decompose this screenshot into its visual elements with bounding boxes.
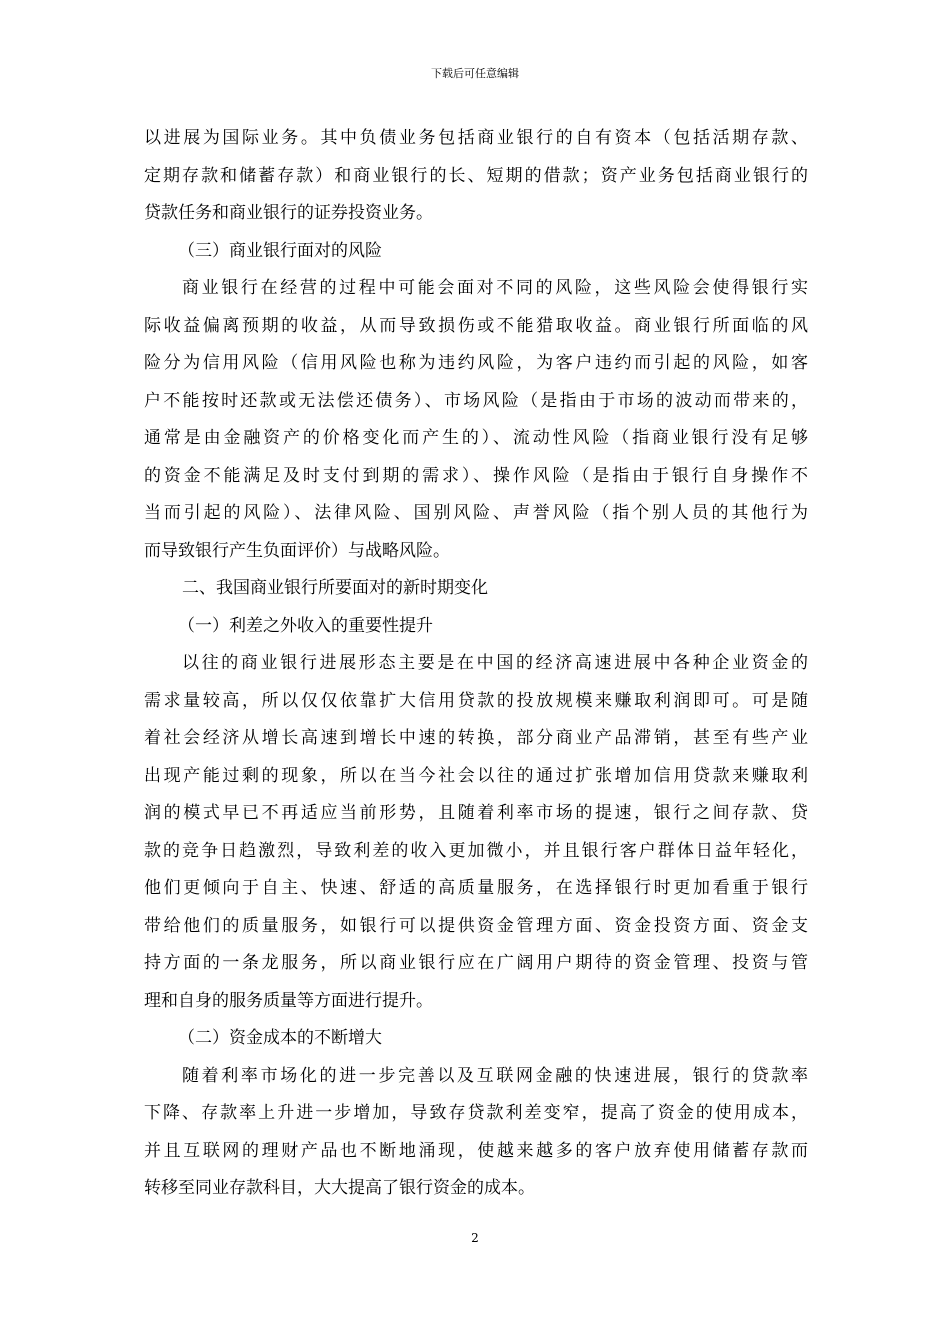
body-line: 下降、存款率上升进一步增加，导致存贷款利差变窄，提高了资金的使用成本， [144, 1103, 808, 1123]
body-line: 而导致银行产生负面评价）与战略风险。 [144, 540, 450, 561]
body-line: 际收益偏离预期的收益，从而导致损伤或不能猎取收益。商业银行所面临的风 [144, 315, 808, 336]
body-line: 通常是由金融资产的价格变化而产生的）、流动性风险（指商业银行没有足够 [144, 428, 808, 448]
section-heading: 二、我国商业银行所要面对的新时期变化 [182, 578, 488, 598]
body-line: 出现产能过剩的现象，所以在当今社会以往的通过扩张增加信用贷款来赚取利 [144, 765, 808, 786]
body-line: 他们更倾向于自主、快速、舒适的高质量服务，在选择银行时更加看重于银行 [144, 878, 808, 898]
page-header: 下载后可任意编辑 [431, 67, 519, 80]
body-line: 带给他们的质量服务，如银行可以提供资金管理方面、资金投资方面、资金支 [144, 915, 808, 936]
section-heading: （三）商业银行面对的风险 [178, 240, 382, 261]
body-line: 随着利率市场化的进一步完善以及互联网金融的快速进展，银行的贷款率 [182, 1065, 808, 1086]
body-line: 润的模式早已不再适应当前形势，且随着利率市场的提速，银行之间存款、贷 [144, 803, 808, 823]
body-line: 当而引起的风险）、法律风险、国别风险、声誉风险（指个别人员的其他行为 [144, 503, 808, 523]
body-line: 需求量较高，所以仅仅依靠扩大信用贷款的投放规模来赚取利润即可。可是随 [144, 690, 808, 711]
body-line: 贷款任务和商业银行的证券投资业务。 [144, 203, 433, 223]
body-line: 险分为信用风险（信用风险也称为违约风险，为客户违约而引起的风险，如客 [144, 353, 808, 373]
body-line: 着社会经济从增长高速到增长中速的转换，部分商业产品滞销，甚至有些产业 [144, 728, 808, 748]
body-line: 的资金不能满足及时支付到期的需求）、操作风险（是指由于银行自身操作不 [144, 465, 808, 486]
body-line: 以往的商业银行进展形态主要是在中国的经济高速进展中各种企业资金的 [182, 653, 808, 673]
document-body [144, 120, 808, 1208]
body-line: 定期存款和储蓄存款）和商业银行的长、短期的借款；资产业务包括商业银行的 [144, 165, 808, 186]
body-line: 户不能按时还款或无法偿还债务）、市场风险（是指由于市场的波动而带来的， [144, 390, 808, 411]
body-line: 转移至同业存款科目，大大提高了银行资金的成本。 [144, 1178, 535, 1198]
subsection-heading: （一）利差之外收入的重要性提升 [178, 615, 433, 636]
body-line: 理和自身的服务质量等方面进行提升。 [144, 990, 433, 1011]
body-line: 以进展为国际业务。其中负债业务包括商业银行的自有资本（包括活期存款、 [144, 128, 808, 148]
body-line: 并且互联网的理财产品也不断地涌现，使越来越多的客户放弃使用储蓄存款而 [144, 1140, 808, 1161]
body-line: 款的竞争日趋激烈，导致利差的收入更加微小，并且银行客户群体日益年轻化， [144, 840, 808, 861]
body-line: 商业银行在经营的过程中可能会面对不同的风险，这些风险会使得银行实 [182, 278, 808, 298]
subsection-heading: （二）资金成本的不断增大 [178, 1028, 382, 1048]
body-line: 持方面的一条龙服务，所以商业银行应在广阔用户期待的资金管理、投资与管 [144, 953, 808, 973]
page-number: 2 [471, 1231, 479, 1245]
